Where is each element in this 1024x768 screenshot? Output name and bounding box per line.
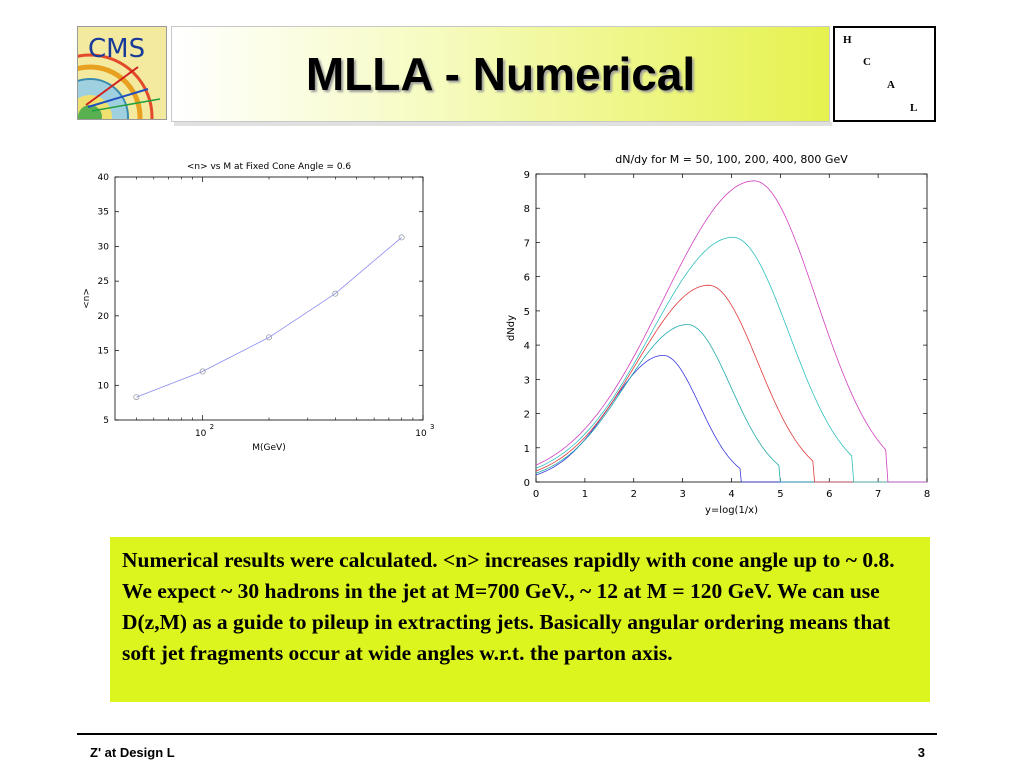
- x-tick-label-exponent: 3: [430, 423, 435, 431]
- cms-logo-text: CMS: [88, 34, 146, 64]
- series-line: [536, 181, 927, 482]
- x-tick-label-exponent: 2: [209, 423, 215, 431]
- y-tick-label: 6: [523, 272, 530, 284]
- chart-dndy-svg: [497, 150, 953, 520]
- x-axis-label: y=log(1/x): [705, 505, 758, 516]
- y-tick-label: 9: [523, 170, 530, 181]
- plot-frame: [536, 174, 927, 482]
- x-tick-label: 0: [532, 489, 540, 500]
- y-tick-label: 35: [97, 207, 109, 218]
- y-tick-label: 8: [523, 204, 530, 216]
- chart-multiplicity-svg: [74, 156, 444, 456]
- series-line: [536, 285, 927, 482]
- x-tick-label-base: 10: [194, 429, 207, 439]
- y-tick-label: 20: [97, 311, 109, 322]
- y-tick-label: 25: [97, 277, 109, 288]
- series-line: [136, 237, 401, 397]
- y-tick-label: 7: [523, 238, 530, 250]
- x-tick-label: 2: [630, 489, 637, 500]
- y-axis-label: <n>: [82, 288, 92, 309]
- y-tick-label: 0: [523, 478, 530, 489]
- page-number: 3: [917, 745, 925, 760]
- summary-text-box: [110, 537, 930, 702]
- x-tick-label-base: 10: [415, 429, 427, 439]
- y-tick-label: 2: [523, 409, 530, 421]
- series-line: [536, 237, 927, 482]
- cms-logo-graphic: [78, 27, 167, 120]
- cms-logo: [77, 26, 167, 120]
- y-tick-label: 4: [523, 341, 530, 353]
- x-tick-label: 8: [923, 489, 931, 500]
- hcal-letter-l: L: [910, 102, 918, 114]
- hcal-logo: [833, 26, 936, 122]
- series-line: [536, 355, 927, 482]
- y-axis-label: dNdy: [506, 314, 517, 342]
- y-tick-label: 5: [103, 416, 109, 426]
- y-tick-label: 15: [97, 346, 109, 357]
- x-tick-label: 1: [581, 489, 589, 500]
- y-tick-label: 10: [97, 381, 109, 392]
- y-tick-label: 3: [523, 375, 530, 387]
- y-tick-label: 30: [97, 242, 109, 253]
- x-tick-label: 4: [728, 489, 735, 500]
- chart-title: dN/dy for M = 50, 100, 200, 400, 800 GeV: [615, 153, 848, 166]
- hcal-letter-a: A: [887, 79, 895, 91]
- x-tick-label: 6: [826, 489, 833, 500]
- x-tick-label: 3: [679, 489, 686, 500]
- data-point: [134, 394, 139, 399]
- y-tick-label: 1: [523, 443, 530, 455]
- summary-text: Numerical results were calculated. <n> increases rapidly with cone angle up to ~ 0.8. We expect ~ 30 hadrons in the jet at M=700 GeV., ~ 12 at M = 120 GeV. We can use D(z,M) as a guide to pileup in extracting jets. Basically angular ordering means that soft jet fragments occur at wide angles w.r.t. the parton axis.: [122, 548, 895, 665]
- plot-frame: [115, 177, 423, 420]
- hcal-letter-h: H: [843, 34, 852, 46]
- y-tick-label: 40: [97, 173, 109, 183]
- y-tick-label: 5: [523, 306, 530, 318]
- x-axis-label: M(GeV): [252, 443, 286, 453]
- series-line: [536, 325, 927, 482]
- x-tick-label: 5: [777, 489, 784, 500]
- x-tick-label: 7: [874, 489, 882, 500]
- chart-multiplicity-vs-mass: [74, 156, 444, 456]
- footer-title: Z' at Design L: [90, 745, 175, 760]
- data-point: [399, 235, 404, 240]
- page-title: MLLA - Numerical: [305, 48, 696, 100]
- chart-title: <n> vs M at Fixed Cone Angle = 0.6: [186, 162, 352, 172]
- hcal-letter-c: C: [863, 56, 871, 68]
- title-band-shadow: [174, 122, 832, 126]
- chart-dndy-distribution: [497, 150, 953, 520]
- footer-divider: [77, 733, 937, 735]
